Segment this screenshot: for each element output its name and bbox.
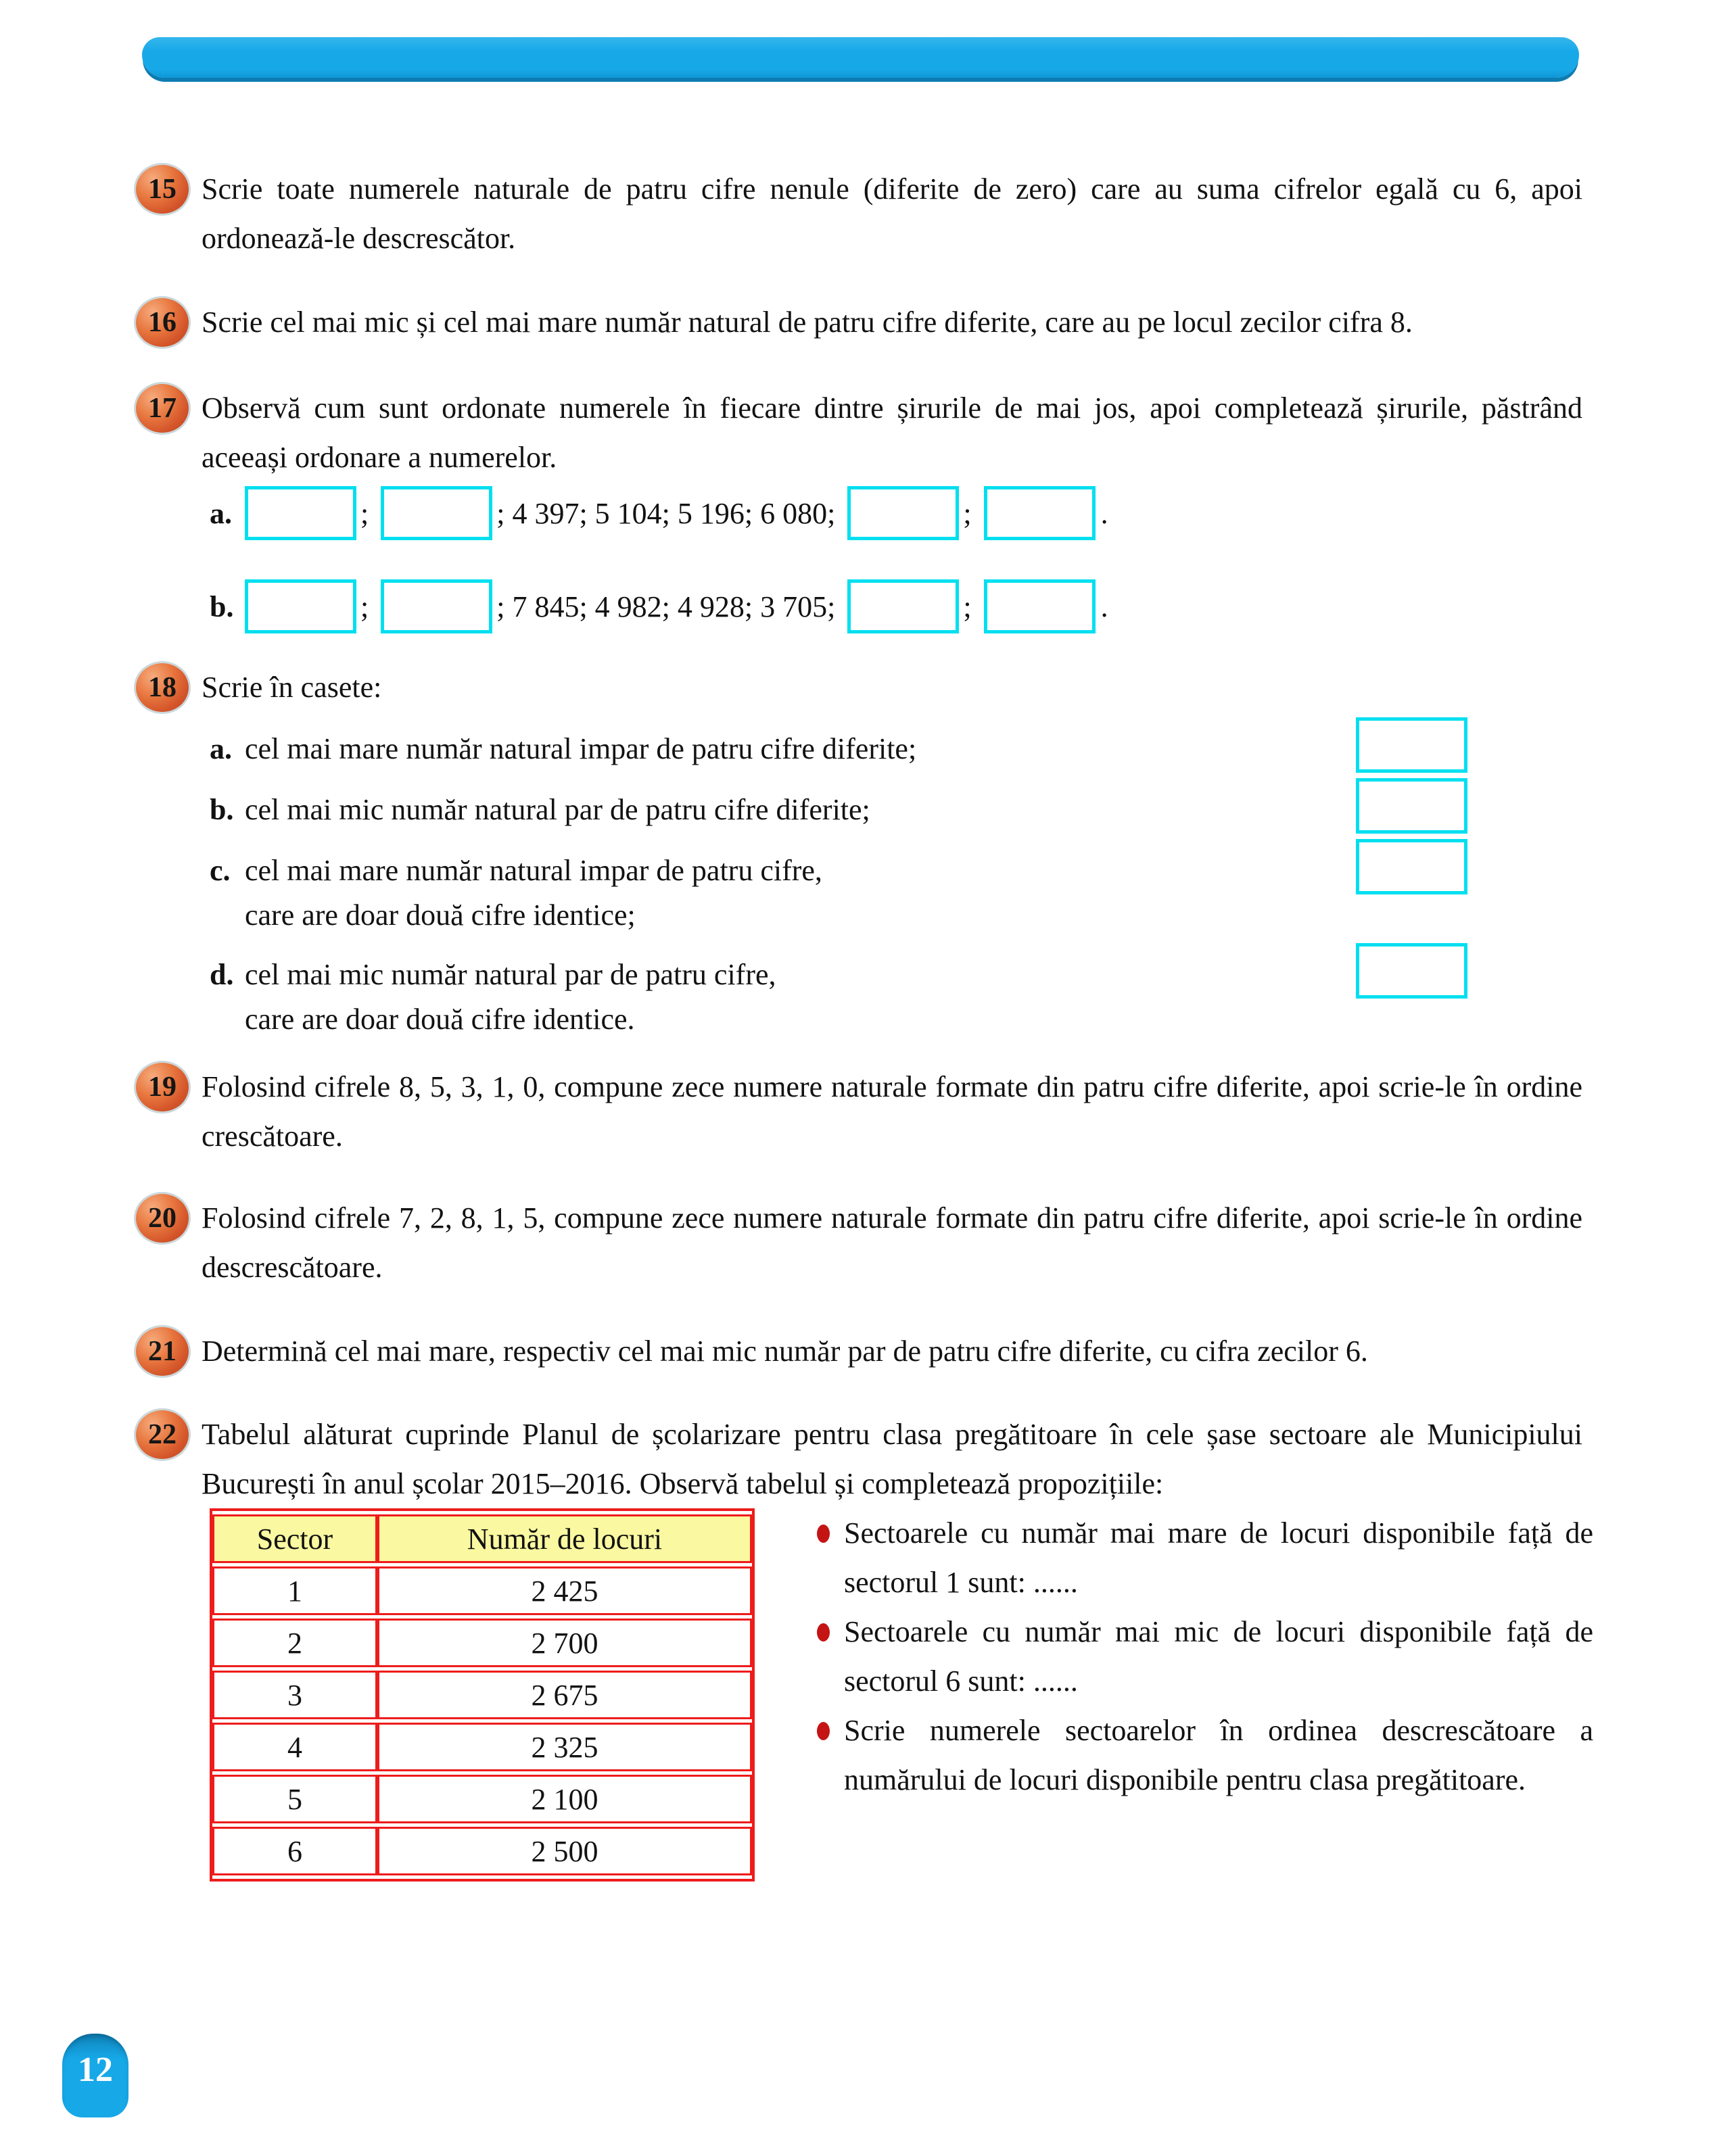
sector-cell: 5 [212, 1775, 377, 1823]
answer-box[interactable] [984, 486, 1096, 540]
exercise-18 [134, 663, 1582, 1042]
sector-cell: 6 [212, 1827, 377, 1875]
exercise-text: Folosind cifrele 7, 2, 8, 1, 5, compune zece numere naturale formate din patru cifre diferite, apoi scrie-le în ordine descrescătoare. [202, 1201, 1582, 1284]
exercise-text: Observă cum sunt ordonate numerele în fiecare dintre șirurile de mai jos, apoi completează șirurile, păstrând aceeași ordonare a numerelor. [202, 391, 1582, 474]
answer-box[interactable] [1356, 778, 1467, 834]
column-header-sector: Sector [212, 1514, 377, 1563]
table-row [212, 1723, 752, 1771]
exercise-21 [134, 1326, 1582, 1378]
item-line: cel mai mare număr natural impar de patru cifre diferite; [245, 732, 917, 765]
locuri-cell: 2 325 [377, 1723, 752, 1771]
exercise-22 [134, 1410, 1582, 1508]
column-header-locuri: Număr de locuri [377, 1514, 752, 1563]
exercise-text: Determină cel mai mare, respectiv cel mai mic număr par de patru cifre diferite, cu cifra zecilor 6. [202, 1335, 1368, 1368]
casete-item-b [210, 788, 1467, 834]
exercise-text: Scrie în casete: [202, 671, 382, 704]
answer-box[interactable] [245, 579, 356, 633]
page-number: 12 [78, 2051, 113, 2089]
exercise-number-badge: 17 [134, 382, 191, 435]
exercise-17 [134, 383, 1582, 633]
row-label: a. [210, 496, 232, 530]
table-row [212, 1775, 752, 1823]
casete-item-c [210, 848, 1467, 938]
separator: ; [963, 496, 972, 530]
table-row [212, 1619, 752, 1667]
item-text [245, 953, 1356, 1042]
bullet-item: Sectoarele cu număr mai mare de locuri disponibile față de sectorul 1 sunt: ...... [816, 1508, 1593, 1607]
casete-item-a [210, 727, 1467, 773]
exercise-number-badge: 18 [134, 661, 191, 714]
page-number-badge [62, 2034, 128, 2117]
bullet-item: Scrie numerele sectoarelor în ordinea descrescătoare a numărului de locuri disponibile pentru clasa pregătitoare. [816, 1706, 1593, 1804]
exercise-17-body [202, 383, 1582, 633]
exercise-22-detail [210, 1508, 1658, 1882]
exercise-18-body [202, 663, 1582, 1042]
exercise-19 [134, 1062, 1582, 1161]
answer-box[interactable] [381, 486, 492, 540]
exercise-number-badge: 20 [134, 1192, 191, 1245]
sequence-numbers: ; 4 397; 5 104; 5 196; 6 080; [496, 496, 836, 530]
separator: ; [360, 496, 369, 530]
item-text [245, 727, 1356, 771]
locuri-cell: 2 500 [377, 1827, 752, 1875]
separator: ; [963, 590, 972, 623]
bullet-list [816, 1508, 1593, 1882]
answer-box[interactable] [1356, 943, 1467, 999]
exercise-number-badge: 22 [134, 1408, 191, 1461]
separator: ; [360, 590, 369, 623]
exercise-number-badge: 19 [134, 1061, 191, 1113]
answer-box[interactable] [1356, 717, 1467, 773]
item-label: d. [210, 958, 234, 991]
separator: . [1100, 590, 1108, 623]
answer-box[interactable] [847, 579, 959, 633]
exercise-number-badge: 21 [134, 1325, 191, 1378]
locuri-cell: 2 675 [377, 1671, 752, 1719]
item-line: cel mai mare număr natural impar de patru cifre, [245, 854, 822, 887]
item-line: care are doar două cifre identice. [245, 1003, 635, 1036]
casete-item-d [210, 953, 1467, 1042]
row-label: b. [210, 590, 234, 623]
table-row [212, 1827, 752, 1875]
answer-box[interactable] [245, 486, 356, 540]
exercise-20 [134, 1193, 1582, 1292]
answer-box[interactable] [984, 579, 1096, 633]
table-row [212, 1671, 752, 1719]
answer-box[interactable] [847, 486, 959, 540]
sector-cell: 4 [212, 1723, 377, 1771]
bullet-item: Sectoarele cu număr mai mic de locuri disponibile față de sectorul 6 sunt: ...... [816, 1607, 1593, 1706]
table-row [212, 1566, 752, 1615]
separator: . [1100, 496, 1108, 530]
exercise-text: Folosind cifrele 8, 5, 3, 1, 0, compune zece numere naturale formate din patru cifre diferite, apoi scrie-le în ordine crescătoare. [202, 1070, 1582, 1153]
item-label: c. [210, 854, 231, 887]
exercise-text: Scrie cel mai mic și cel mai mare număr natural de patru cifre diferite, care au pe locul zecilor cifra 8. [202, 306, 1413, 339]
exercise-number-badge: 15 [134, 163, 191, 216]
sector-cell: 1 [212, 1566, 377, 1615]
header-bar [142, 37, 1579, 78]
sequence-row-b [210, 579, 1582, 633]
sector-table [210, 1508, 755, 1882]
exercise-text: Tabelul alăturat cuprinde Planul de școlarizare pentru clasa pregătitoare în cele șase sectoare ale Municipiului București în anul școlar 2015–2016. Observă tabelul și completează propozițiile: [202, 1418, 1582, 1500]
answer-box[interactable] [381, 579, 492, 633]
exercise-number-badge: 16 [134, 296, 191, 349]
exercise-15 [134, 164, 1582, 263]
item-label: a. [210, 732, 232, 765]
item-text [245, 848, 1356, 938]
sequence-row-a [210, 486, 1582, 540]
exercise-16 [134, 297, 1582, 349]
exercise-list [134, 82, 1593, 1882]
item-line: care are doar două cifre identice; [245, 899, 636, 932]
item-line: cel mai mic număr natural par de patru cifre, [245, 958, 776, 991]
sector-cell: 2 [212, 1619, 377, 1667]
locuri-cell: 2 700 [377, 1619, 752, 1667]
locuri-cell: 2 100 [377, 1775, 752, 1823]
exercise-text: Scrie toate numerele naturale de patru cifre nenule (diferite de zero) care au suma cifrelor egală cu 6, apoi ordonează-le descrescător. [202, 172, 1582, 255]
locuri-cell: 2 425 [377, 1566, 752, 1615]
item-text [245, 788, 1356, 832]
item-line: cel mai mic număr natural par de patru cifre diferite; [245, 793, 870, 826]
sector-cell: 3 [212, 1671, 377, 1719]
answer-box[interactable] [1356, 839, 1467, 894]
item-label: b. [210, 793, 234, 826]
sequence-numbers: ; 7 845; 4 982; 4 928; 3 705; [496, 590, 836, 623]
table-header-row [212, 1514, 752, 1563]
